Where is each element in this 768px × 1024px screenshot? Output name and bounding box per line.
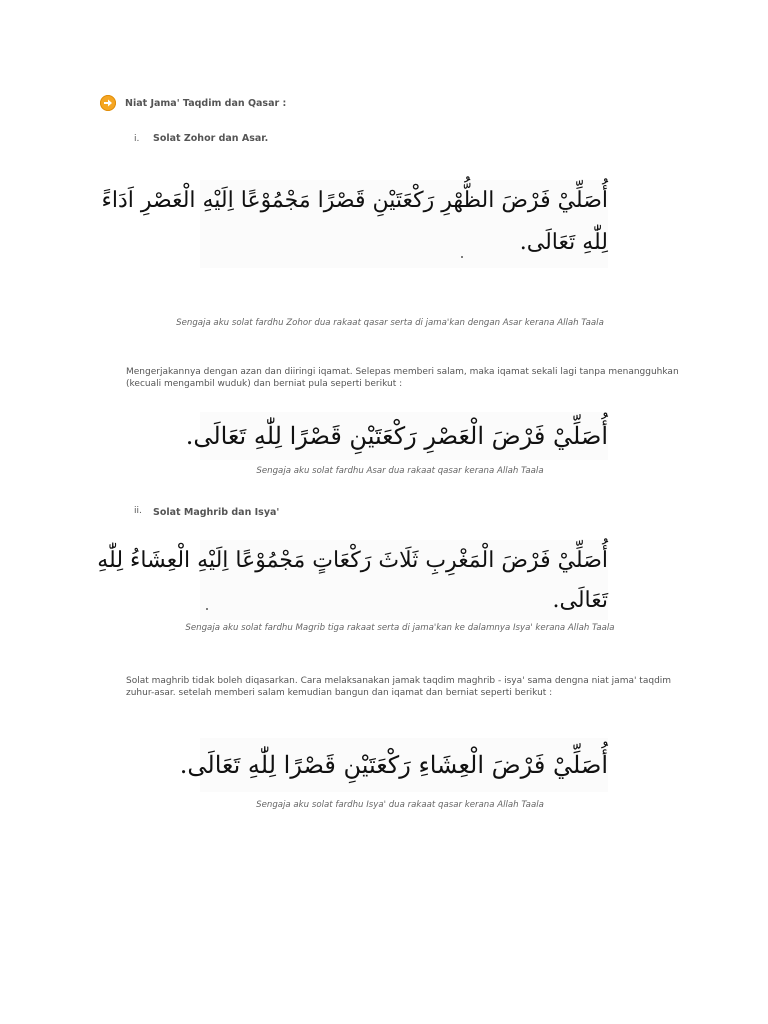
arabic-line: أُصَلِّيْ فَرْضَ الْمَغْرِبِ ثَلَاثَ رَكْعَاتٍ مَجْمُوْعًا اِلَيْهِ الْعِشَاءُ لِلّٰهِ	[97, 548, 608, 573]
arabic-niat-image-zohor	[101, 180, 608, 268]
decorative-dot	[461, 256, 463, 258]
subheading-zohor-asar	[134, 133, 268, 144]
body-paragraph: Mengerjakannya dengan azan dan diiringi iqamat. Selepas memberi salam, maka iqamat sekali lagi tanpa menangguhkan (kecuali mengambil wuduk) dan berniat pula seperti berikut :	[126, 367, 679, 389]
translation-caption: Sengaja aku solat fardhu Asar dua rakaat qasar kerana Allah Taala	[256, 466, 544, 476]
section-heading	[100, 94, 286, 112]
translation-caption: Sengaja aku solat fardhu Zohor dua rakaat qasar serta di jama'kan dengan Asar kerana Allah Taala	[176, 318, 604, 328]
subheading-maghrib-isya	[134, 506, 279, 518]
translation-caption: Sengaja aku solat fardhu Isya' dua rakaat qasar kerana Allah Taala	[256, 800, 544, 810]
arabic-line: أُصَلِّيْ فَرْضَ الْعَصْرِ رَكْعَتَيْنِ قَصْرًا لِلّٰهِ تَعَالَى.	[185, 422, 608, 450]
arabic-niat-image-maghrib	[97, 540, 608, 620]
translation-caption: Sengaja aku solat fardhu Magrib tiga rakaat serta di jama'kan ke dalamnya Isya' kerana Allah Taala	[185, 623, 615, 633]
list-number: ii.	[134, 506, 142, 516]
arabic-line: لِلّٰهِ تَعَالَى.	[519, 230, 608, 255]
subheading-text: Solat Zohor dan Asar.	[153, 133, 269, 144]
arabic-niat-image-isya	[179, 738, 608, 792]
list-number: i.	[134, 134, 140, 144]
decorative-dot	[206, 608, 208, 610]
arrow-right-icon	[100, 95, 116, 111]
arabic-niat-image-asar	[185, 412, 608, 460]
subheading-text: Solat Maghrib dan Isya'	[153, 507, 280, 518]
arabic-line: أُصَلِّيْ فَرْضَ الظُّهْرِ رَكْعَتَيْنِ قَصْرًا مَجْمُوْعًا اِلَيْهِ الْعَصْرِ اَدَاءً	[101, 188, 608, 213]
arabic-line: تَعَالَى.	[552, 588, 608, 613]
body-paragraph: Solat maghrib tidak boleh diqasarkan. Cara melaksanakan jamak taqdim maghrib - isya' sama dengna niat jama' taqdim zuhur-asar. setelah memberi salam kemudian bangun dan iqamat dan berniat seperti berikut :	[126, 676, 672, 698]
arabic-line: أُصَلِّيْ فَرْضَ الْعِشَاءِ رَكْعَتَيْنِ قَصْرًا لِلّٰهِ تَعَالَى.	[179, 751, 608, 779]
heading-text: Niat Jama' Taqdim dan Qasar :	[125, 97, 287, 109]
